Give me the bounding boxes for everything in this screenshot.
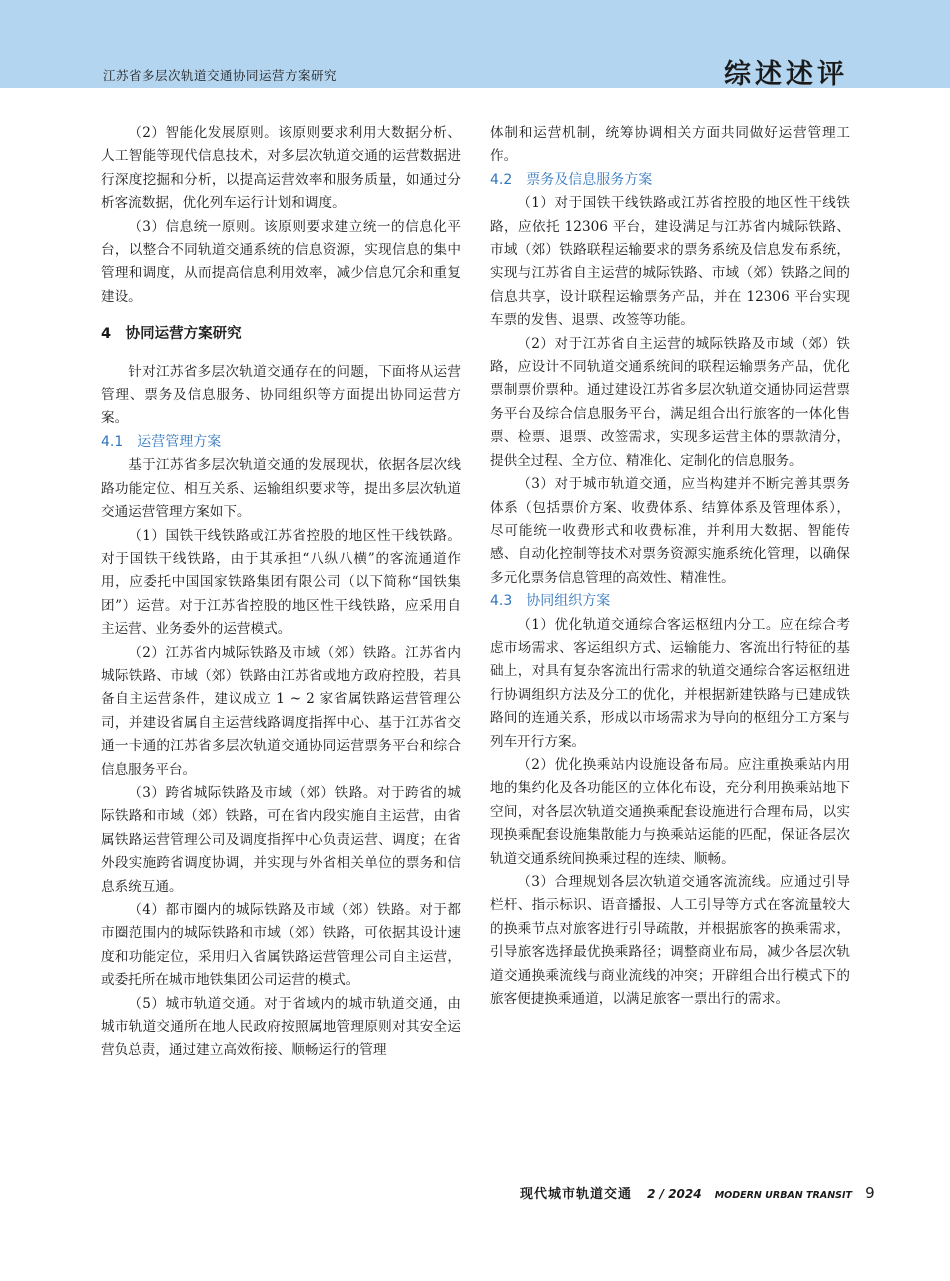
paragraph: 针对江苏省多层次轨道交通存在的问题，下面将从运营管理、票务及信息服务、协同组织等方面提出协同运营方案。 xyxy=(101,363,461,427)
page-number: 9 xyxy=(865,1184,875,1202)
subsection-heading-4-3: 4.3 协同组织方案 xyxy=(490,593,611,610)
paragraph: （1）国铁干线铁路或江苏省控股的地区性干线铁路。对于国铁干线铁路，由于其承担“八纵八横”的客流通道作用，应委托中国国家铁路集团有限公司（以下简称“国铁集团”）运营。对于江苏省控股的地区性干线铁路，应采用自主运营、业务委外的运营模式。 xyxy=(101,527,461,638)
page-header xyxy=(0,0,950,88)
paragraph: （2）优化换乘站内设施设备布局。应注重换乘站内用地的集约化及各功能区的立体化布设，充分利用换乘站地下空间，对各层次轨道交通换乘配套设施进行合理布局，以实现换乘配套设施集散能力与换乘站运能的匹配，保证各层次轨道交通系统间换乘过程的连续、顺畅。 xyxy=(490,756,850,867)
section-label: 综述述评 xyxy=(724,59,848,90)
paragraph: （3）跨省城际铁路及市域（郊）铁路。对于跨省的城际铁路和市域（郊）铁路，可在省内段实施自主运营，由省属铁路运营管理公司及调度指挥中心负责运营、调度；在省外段实施跨省调度协调，并实现与外省相关单位的票务和信息系统互通。 xyxy=(101,784,461,895)
page-footer xyxy=(520,1183,875,1202)
paragraph: （5）城市轨道交通。对于省域内的城市轨道交通，由城市轨道交通所在地人民政府按照属地管理原则对其安全运营负总责，通过建立高效衔接、顺畅运行的管理 xyxy=(101,995,461,1059)
left-column xyxy=(101,122,461,1063)
issue-number: 2 / 2024 xyxy=(647,1187,702,1201)
paragraph: （4）都市圈内的城际铁路及市域（郊）铁路。对于都市圈范围内的城际铁路和市域（郊）铁路，可依据其设计速度和功能定位，采用归入省属铁路运营管理公司自主运营，或委托所在城市地铁集团公司运营的模式。 xyxy=(101,902,461,989)
paragraph: （2）智能化发展原则。该原则要求利用大数据分析、人工智能等现代信息技术，对多层次轨道交通的运营数据进行深度挖掘和分析，以提高运营效率和服务质量，如通过分析客流数据，优化列车运行计划和调度。 xyxy=(101,125,461,212)
subsection-heading-4-2: 4.2 票务及信息服务方案 xyxy=(490,171,653,188)
paragraph: （2）对于江苏省自主运营的城际铁路及市域（郊）铁路，应设计不同轨道交通系统间的联程运输票务产品，优化票制票价票种。通过建设江苏省多层次轨道交通协同运营票务平台及综合信息服务平台，满足组合出行旅客的一体化售票、检票、退票、改签需求，实现多运营主体的票款清分，提供全过程、全方位、精准化、定制化的信息服务。 xyxy=(490,335,850,469)
journal-name-en: MODERN URBAN TRANSIT xyxy=(714,1190,853,1201)
paragraph: （2）江苏省内城际铁路及市域（郊）铁路。江苏省内城际铁路、市域（郊）铁路由江苏省或地方政府控股，若具备自主运营条件，建议成立 1 ~ 2 家省属铁路运营管理公司，并建设省属自主运营线路调度指挥中心、基于江苏省交通一卡通的江苏省多层次轨道交通协同运营票务平台和综合信息服务平台。 xyxy=(101,644,461,778)
right-column xyxy=(490,122,850,1011)
subsection-heading-4-1: 4.1 运营管理方案 xyxy=(101,433,222,450)
running-title: 江苏省多层次轨道交通协同运营方案研究 xyxy=(103,68,338,83)
paragraph: （1）优化轨道交通综合客运枢纽内分工。应在综合考虑市场需求、客运组织方式、运输能力、客流出行特征的基础上，对具有复杂客流出行需求的轨道交通综合客运枢纽进行协调组织方法及分工的优化，并根据新建铁路与已建成铁路间的连通关系，形成以市场需求为导向的枢纽分工方案与列车开行方案。 xyxy=(490,616,850,750)
paragraph: （3）信息统一原则。该原则要求建立统一的信息化平台，以整合不同轨道交通系统的信息资源，实现信息的集中管理和调度，从而提高信息利用效率，减少信息冗余和重复建设。 xyxy=(101,218,461,305)
journal-name: 现代城市轨道交通 xyxy=(520,1187,633,1202)
paragraph: 基于江苏省多层次轨道交通的发展现状，依据各层次线路功能定位、相互关系、运输组织要求等，提出多层次轨道交通运营管理方案如下。 xyxy=(101,457,461,521)
paragraph: （1）对于国铁干线铁路或江苏省控股的地区性干线铁路，应依托 12306 平台，建设满足与江苏省内城际铁路、市域（郊）铁路联程运输要求的票务系统及信息发布系统，实现与江苏省自主运营的城际铁路、市域（郊）铁路之间的信息共享，设计联程运输票务产品，并在 12306 平台实现车票的发售、退票、改签等功能。 xyxy=(490,195,850,329)
section-heading-4: 4 协同运营方案研究 xyxy=(101,326,242,343)
paragraph: （3）合理规划各层次轨道交通客流流线。应通过引导栏杆、指示标识、语音播报、人工引导等方式在客流量较大的换乘节点对旅客进行引导疏散，并根据旅客的换乘需求，引导旅客选择最优换乘路径；调整商业布局，减少各层次轨道交通换乘流线与商业流线的冲突；开辟组合出行模式下的旅客便捷换乘通道，以满足旅客一票出行的需求。 xyxy=(490,874,850,1008)
paragraph: （3）对于城市轨道交通，应当构建并不断完善其票务体系（包括票价方案、收费体系、结算体系及管理体系），尽可能统一收费形式和收费标准，并利用大数据、智能传感、自动化控制等技术对票务资源实施系统化管理，以确保多元化票务信息管理的高效性、精准性。 xyxy=(490,476,850,586)
paragraph: 体制和运营机制，统筹协调相关方面共同做好运营管理工作。 xyxy=(490,125,850,165)
